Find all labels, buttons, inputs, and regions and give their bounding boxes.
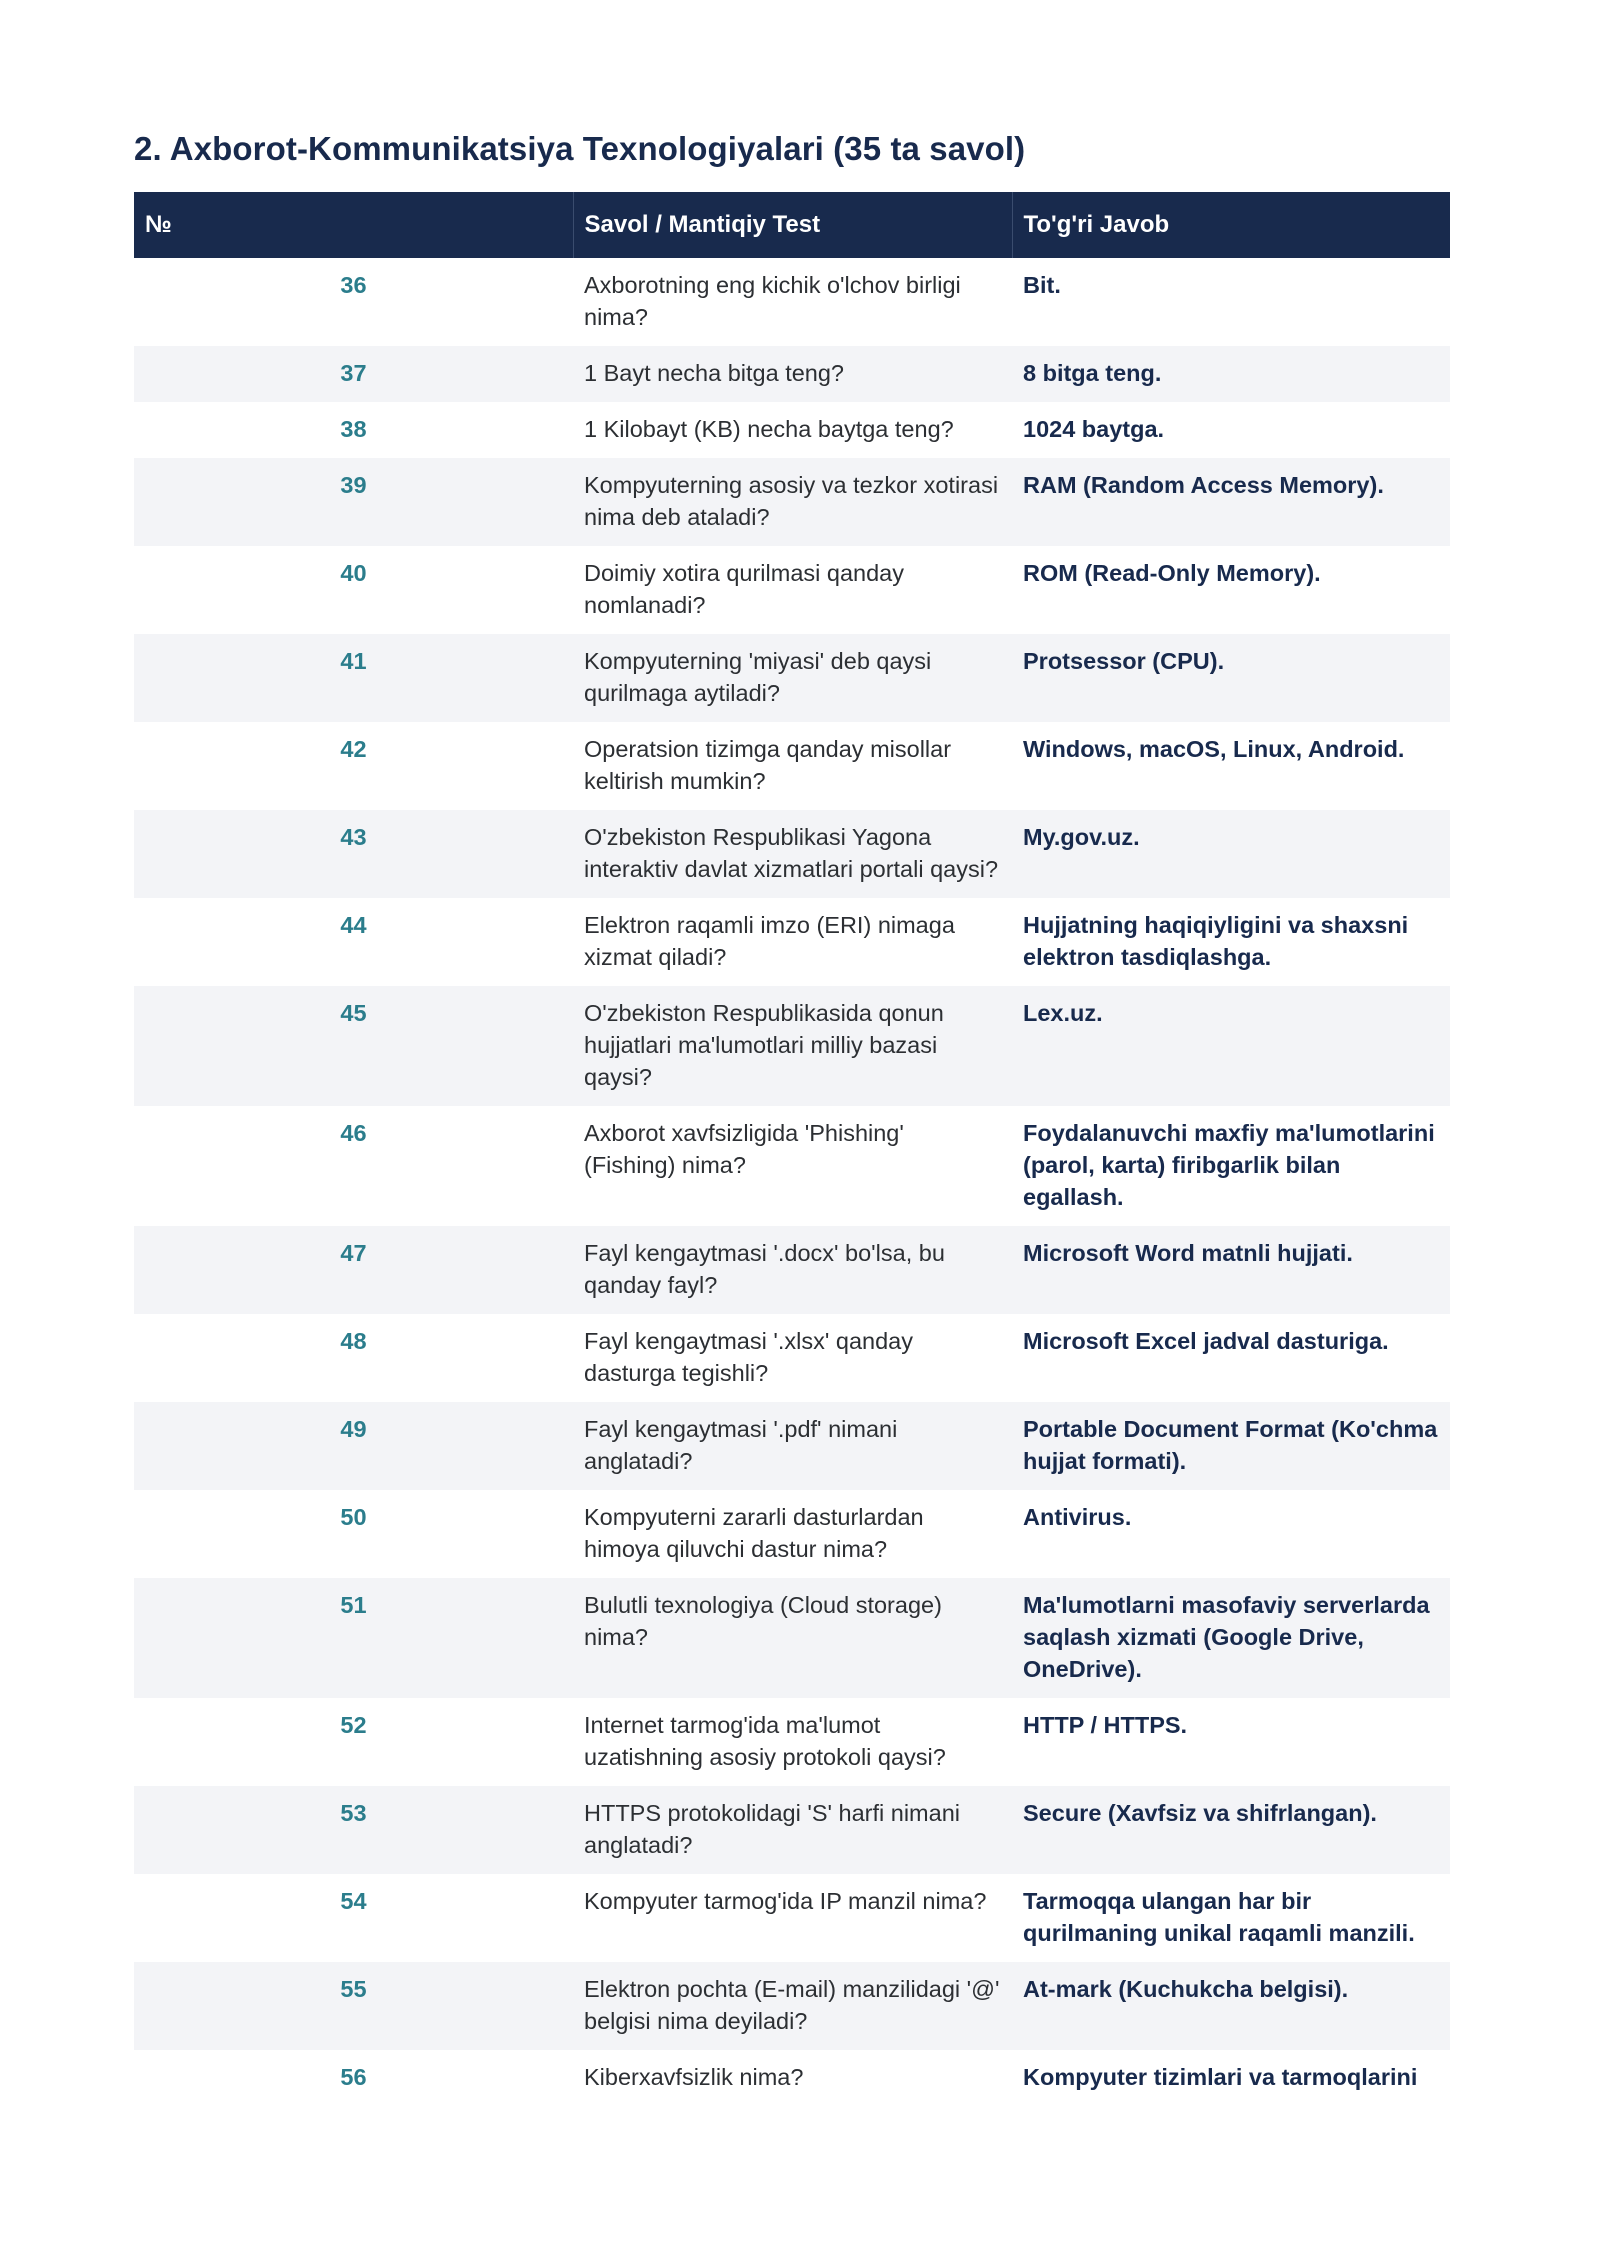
row-answer: HTTP / HTTPS.: [1023, 1712, 1188, 1738]
header-answer: To'g'ri Javob: [1023, 211, 1170, 238]
row-number: 48: [340, 1328, 367, 1354]
row-question: Axborot xavfsizligida 'Phishing' (Fishing) nima?: [584, 1120, 904, 1178]
table-row: [134, 1578, 1450, 1698]
row-number: 50: [340, 1504, 367, 1530]
row-number: 46: [340, 1120, 367, 1146]
table-row: [134, 2050, 1450, 2106]
table-row: [134, 1874, 1450, 1962]
table-row: [134, 634, 1450, 722]
table-row: [134, 1402, 1450, 1490]
row-question: Kiberxavfsizlik nima?: [584, 2064, 804, 2090]
qa-table: [134, 192, 1450, 2106]
row-answer: Microsoft Excel jadval dasturiga.: [1023, 1328, 1389, 1354]
row-question: 1 Bayt necha bitga teng?: [573, 346, 1012, 402]
row-question: O'zbekiston Respublikasi Yagona interaktiv davlat xizmatlari portali qaysi?: [573, 810, 1012, 898]
row-question: Kompyuterni zararli dasturlardan himoya qiluvchi dastur nima?: [584, 1504, 924, 1562]
row-answer: Hujjatning haqiqiyligini va shaxsni elektron tasdiqlashga.: [1023, 912, 1409, 970]
row-answer: Foydalanuvchi maxfiy ma'lumotlarini (parol, karta) firibgarlik bilan egallash.: [1023, 1120, 1435, 1210]
row-question: Axborotning eng kichik o'lchov birligi nima?: [584, 272, 961, 330]
row-question: Bulutli texnologiya (Cloud storage) nima?: [573, 1578, 1012, 1698]
row-answer: Protsessor (CPU).: [1012, 634, 1450, 722]
row-answer: Kompyuter tizimlari va tarmoqlarini: [1023, 2064, 1418, 2090]
row-question: Fayl kengaytmasi '.pdf' nimani anglatadi?: [573, 1402, 1012, 1490]
row-number: 49: [134, 1402, 573, 1490]
row-number: 56: [340, 2064, 367, 2090]
row-question: Kompyuterning 'miyasi' deb qaysi qurilmaga aytiladi?: [573, 634, 1012, 722]
row-question: O'zbekiston Respublikasida qonun hujjatlari ma'lumotlari milliy bazasi qaysi?: [573, 986, 1012, 1106]
table-row: [134, 1226, 1450, 1314]
row-question: HTTPS protokolidagi 'S' harfi nimani anglatadi?: [573, 1786, 1012, 1874]
table-row: [134, 1962, 1450, 2050]
row-number: 36: [340, 272, 367, 298]
row-question: Elektron raqamli imzo (ERI) nimaga xizmat qiladi?: [584, 912, 955, 970]
row-question: Internet tarmog'ida ma'lumot uzatishning asosiy protokoli qaysi?: [584, 1712, 946, 1770]
table-header-row: [134, 192, 1450, 258]
table-row: [134, 402, 1450, 458]
table-row: [134, 810, 1450, 898]
row-answer: Portable Document Format (Ko'chma hujjat formati).: [1012, 1402, 1450, 1490]
row-question: 1 Kilobayt (KB) necha baytga teng?: [584, 416, 954, 442]
row-question: Fayl kengaytmasi '.docx' bo'lsa, bu qanday fayl?: [573, 1226, 1012, 1314]
row-number: 41: [134, 634, 573, 722]
header-question: Savol / Mantiqiy Test: [573, 192, 1012, 258]
row-number: 39: [134, 458, 573, 546]
row-number: 42: [340, 736, 367, 762]
table-row: [134, 458, 1450, 546]
table-row: [134, 346, 1450, 402]
row-number: 54: [340, 1888, 367, 1914]
table-row: [134, 1314, 1450, 1402]
row-question: Fayl kengaytmasi '.xlsx' qanday dasturga tegishli?: [584, 1328, 913, 1386]
row-number: 44: [340, 912, 367, 938]
row-answer: At-mark (Kuchukcha belgisi).: [1012, 1962, 1450, 2050]
row-number: 51: [134, 1578, 573, 1698]
table-header: [134, 192, 1450, 258]
row-number: 47: [134, 1226, 573, 1314]
row-number: 55: [134, 1962, 573, 2050]
table-row: [134, 986, 1450, 1106]
row-answer: Secure (Xavfsiz va shifrlangan).: [1012, 1786, 1450, 1874]
table-row: [134, 1786, 1450, 1874]
row-question: Doimiy xotira qurilmasi qanday nomlanadi?: [584, 560, 904, 618]
row-number: 37: [134, 346, 573, 402]
header-number: №: [134, 192, 573, 258]
row-answer: ROM (Read-Only Memory).: [1023, 560, 1321, 586]
row-answer: Antivirus.: [1023, 1504, 1132, 1530]
row-question: Elektron pochta (E-mail) manzilidagi '@' belgisi nima deyiladi?: [573, 1962, 1012, 2050]
row-answer: 8 bitga teng.: [1012, 346, 1450, 402]
row-number: 45: [134, 986, 573, 1106]
row-answer: Microsoft Word matnli hujjati.: [1012, 1226, 1450, 1314]
row-answer: Tarmoqqa ulangan har bir qurilmaning unikal raqamli manzili.: [1023, 1888, 1415, 1946]
row-number: 52: [340, 1712, 367, 1738]
table-row: [134, 722, 1450, 810]
row-answer: 1024 baytga.: [1023, 416, 1165, 442]
table-row: [134, 546, 1450, 634]
table-row: [134, 1106, 1450, 1226]
table-row: [134, 1490, 1450, 1578]
table-row: [134, 1698, 1450, 1786]
table-row: [134, 258, 1450, 346]
row-number: 40: [340, 560, 367, 586]
row-number: 43: [134, 810, 573, 898]
row-answer: Windows, macOS, Linux, Android.: [1023, 736, 1405, 762]
row-question: Kompyuterning asosiy va tezkor xotirasi nima deb ataladi?: [573, 458, 1012, 546]
table-body: [134, 258, 1450, 2106]
row-answer: RAM (Random Access Memory).: [1012, 458, 1450, 546]
section-title: 2. Axborot-Kommunikatsiya Texnologiyalari (35 ta savol): [134, 130, 1026, 167]
table-row: [134, 898, 1450, 986]
row-answer: Lex.uz.: [1012, 986, 1450, 1106]
row-number: 53: [134, 1786, 573, 1874]
row-answer: Ma'lumotlarni masofaviy serverlarda saqlash xizmati (Google Drive, OneDrive).: [1012, 1578, 1450, 1698]
row-number: 38: [340, 416, 367, 442]
row-question: Kompyuter tarmog'ida IP manzil nima?: [584, 1888, 987, 1914]
row-answer: Bit.: [1023, 272, 1061, 298]
row-answer: My.gov.uz.: [1012, 810, 1450, 898]
row-question: Operatsion tizimga qanday misollar keltirish mumkin?: [584, 736, 952, 794]
